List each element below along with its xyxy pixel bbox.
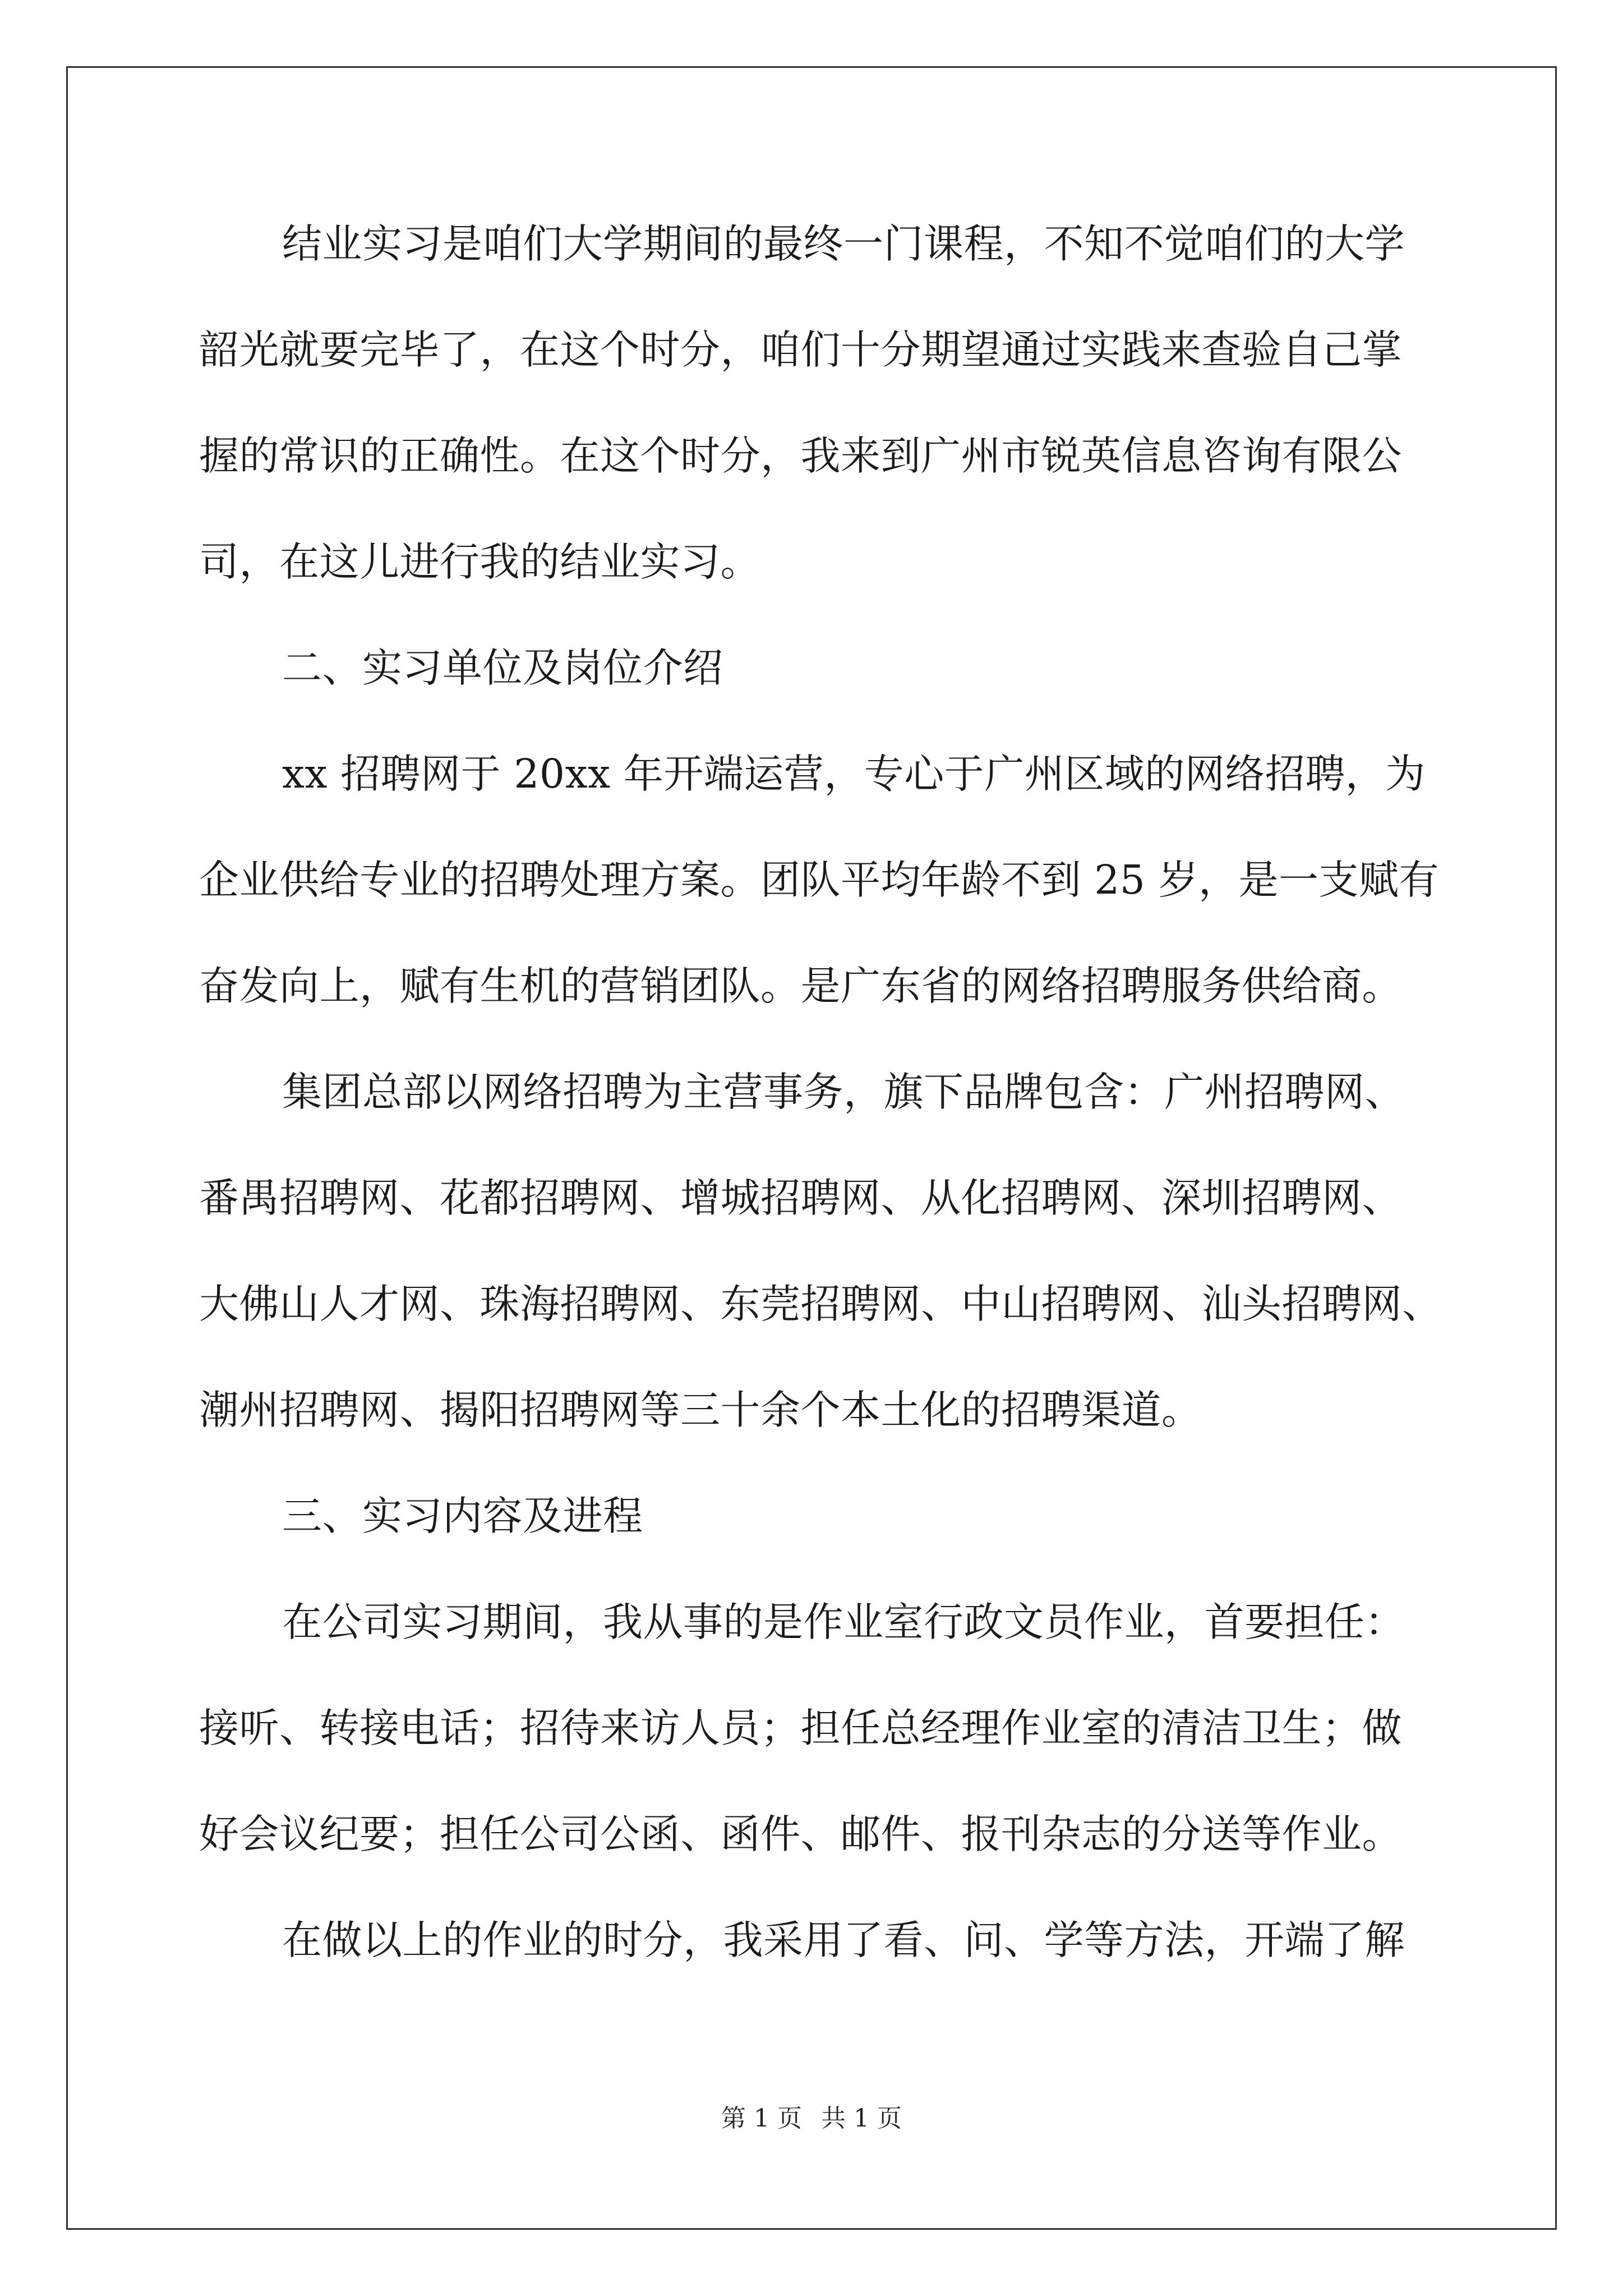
document-body (199, 191, 1442, 1993)
text-line: 番禺招聘网、花都招聘网、增城招聘网、从化招聘网、深圳招聘网、 (199, 1175, 1403, 1221)
text-line: 韶光就要完毕了，在这个时分，咱们十分期望通过实践来查验自己掌 (199, 326, 1403, 373)
text-line: 结业实习是咱们大学期间的最终一门课程，不知不觉咱们的大学 (282, 220, 1405, 267)
text-line: 握的常识的正确性。在这个时分，我来到广州市锐英信息咨询有限公 (199, 432, 1403, 479)
text-line: 企业供给专业的招聘处理方案。团队平均年龄不到 25 岁，是一支赋有 (199, 857, 1439, 903)
text-line: 司，在这儿进行我的结业实习。 (199, 539, 761, 585)
text-line: 集团总部以网络招聘为主营事务，旗下品牌包含：广州招聘网、 (282, 1069, 1405, 1115)
text-line: 在公司实习期间，我从事的是作业室行政文员作业，首要担任： (282, 1599, 1405, 1645)
page-footer (0, 2098, 1623, 2134)
text-line: 好会议纪要；担任公司公函、函件、邮件、报刊杂志的分送等作业。 (199, 1811, 1403, 1857)
text-line: 在做以上的作业的时分，我采用了看、问、学等方法，开端了解 (282, 1917, 1405, 1963)
section-heading: 二、实习单位及岗位介绍 (282, 645, 723, 691)
text-line: 奋发向上，赋有生机的营销团队。是广东省的网络招聘服务供给商。 (199, 963, 1403, 1009)
text-line: 潮州招聘网、揭阳招聘网等三十余个本土化的招聘渠道。 (199, 1387, 1202, 1433)
text-line: xx 招聘网于 20xx 年开端运营，专心于广州区域的网络招聘，为 (282, 751, 1426, 797)
text-line: 接听、转接电话；招待来访人员；担任总经理作业室的清洁卫生；做 (199, 1705, 1403, 1751)
section-heading: 三、实习内容及进程 (282, 1493, 643, 1539)
text-line: 大佛山人才网、珠海招聘网、东莞招聘网、中山招聘网、汕头招聘网、 (199, 1281, 1442, 1327)
page-number: 第 1 页 (721, 2104, 802, 2133)
page-total: 共 1 页 (821, 2104, 902, 2133)
